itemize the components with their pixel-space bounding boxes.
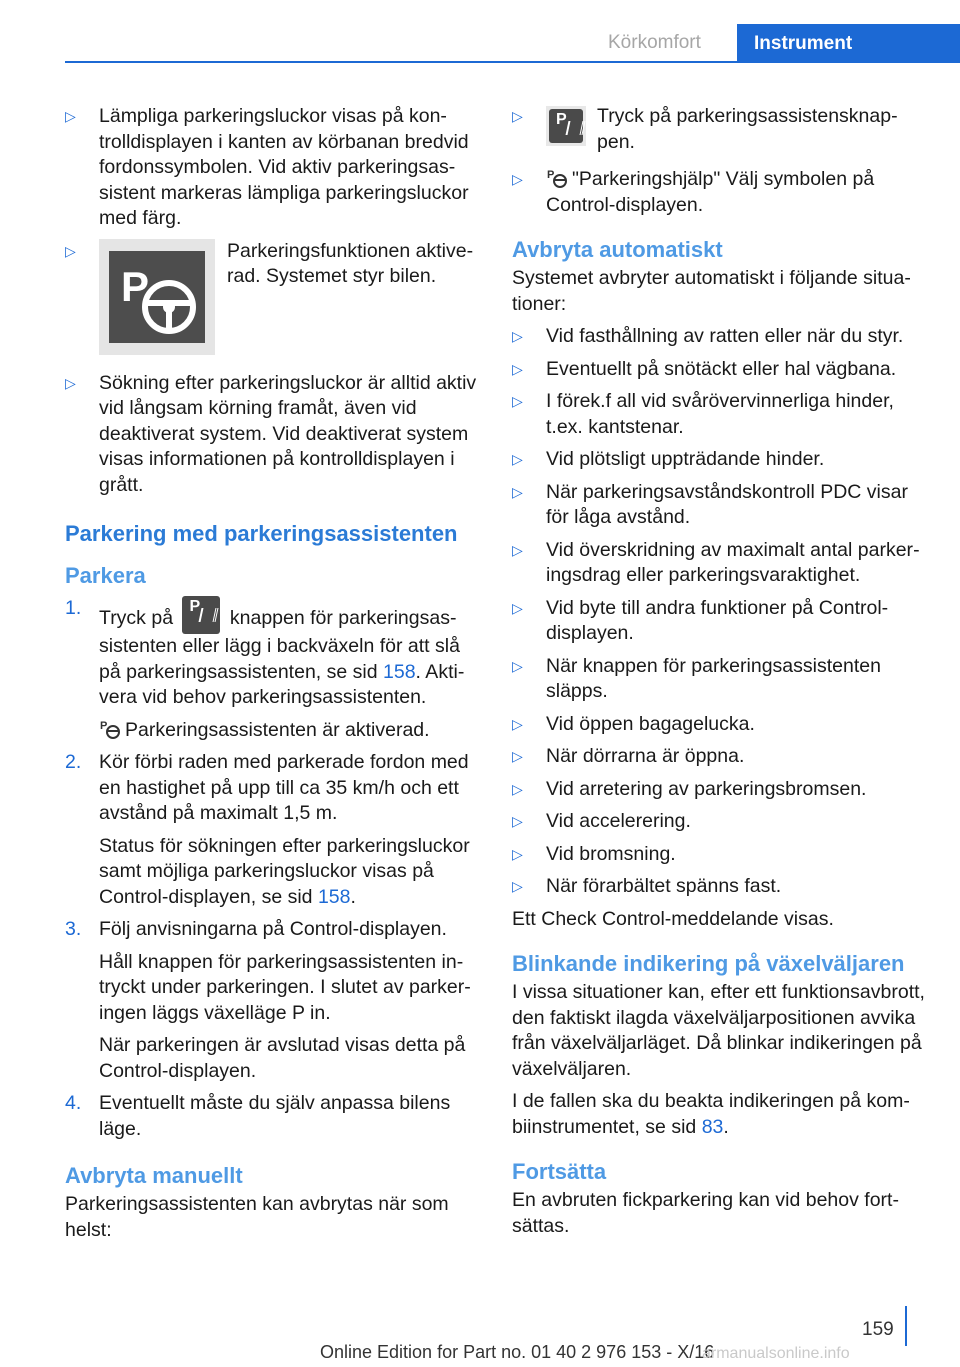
list-item <box>512 538 927 589</box>
right-column <box>512 104 927 1246</box>
step-3 <box>65 917 477 1084</box>
list-item <box>512 596 927 647</box>
bullet-marker: ▷ <box>512 780 523 797</box>
list-item <box>512 447 927 473</box>
footer-rule <box>905 1306 907 1346</box>
step-text: När parkeringen är avslutad visas detta på Control-displayen. <box>99 1034 466 1082</box>
step-1 <box>65 596 477 743</box>
svg-text:P: P <box>547 169 555 181</box>
step-text: Status för sökningen efter parkeringsluckor samt möjliga parkeringsluckor visas på Control-displayen, se sid <box>99 834 470 908</box>
list-item <box>512 744 927 770</box>
list-item-text: I förek.f all vid svårövervinnerliga hinder, t.ex. kantstenar. <box>546 390 894 438</box>
paragraph: Parkeringsassistenten kan avbrytas när som helst: <box>65 1193 449 1241</box>
list-item-text: När dörrarna är öppna. <box>546 745 745 767</box>
list-item-text: Vid accelerering. <box>546 810 691 832</box>
step-text: knappen för parkeringsassistenten eller lägg i backväxeln för att slå på parkeringsassistenten, se sid <box>99 607 460 683</box>
step-number: 4. <box>65 1092 82 1114</box>
bullet-marker: ▷ <box>65 108 76 124</box>
bullet-marker: ▷ <box>512 108 523 124</box>
page-number: 159 <box>862 1319 894 1340</box>
list-item-text: Parkeringsfunktionen aktiverad. Systemet styr bilen. <box>227 239 474 287</box>
list-item-text: Vid arretering av parkeringsbromsen. <box>546 777 867 800</box>
subsection-heading: Fortsätta <box>512 1159 607 1184</box>
bullet-marker: ▷ <box>65 374 76 391</box>
subsection-heading: Avbryta manuellt <box>65 1163 243 1188</box>
list-item-text: Sökning efter parkeringsluckor är alltid aktiv vid långsam körning framåt, även vid deaktiverat system. Vid deaktiverat system visas informationen på kontrolldisplayen i grått. <box>99 371 477 496</box>
list-item-text: Vid plötsligt uppträdande hinder. <box>546 448 825 470</box>
bullet-marker: ▷ <box>512 171 523 187</box>
step-number: 1. <box>65 597 82 619</box>
page-link[interactable]: 83 <box>701 1115 724 1138</box>
svg-text:P: P <box>121 262 150 310</box>
list-item <box>512 167 927 218</box>
paragraph: . <box>723 1115 729 1138</box>
list-item <box>512 480 927 531</box>
list-item <box>512 712 927 738</box>
bullet-marker: ▷ <box>512 878 523 894</box>
bullet-marker: ▷ <box>512 328 523 344</box>
page-link[interactable]: 158 <box>383 660 416 683</box>
list-item <box>512 874 927 900</box>
list-item-text: Vid överskridning av maximalt antal parkeringsdrag eller parkeringsvaraktighet. <box>546 538 920 586</box>
step-text: . Aktivera vid behov parkeringsassistenten. <box>99 660 465 708</box>
list-item <box>65 239 477 357</box>
list-item-text: Vid öppen bagagelucka. <box>546 712 755 735</box>
page-link[interactable]: 158 <box>317 885 351 908</box>
paragraph: I de fallen ska du beakta indikeringen på kombiinstrumentet, se sid <box>512 1090 910 1138</box>
list-item-text: När förarbältet spänns fast. <box>546 875 782 897</box>
header-section-label: Körkomfort <box>608 32 701 53</box>
list-item-text: Vid bromsning. <box>546 842 676 865</box>
list-item-text: Eventuellt på snötäckt eller hal vägbana. <box>546 357 897 380</box>
step-text: Kör förbi raden med parkerade fordon med en hastighet på upp till ca 35 km/h och ett avstånd på maximalt 1,5 m. <box>99 751 469 824</box>
parking-assist-small-icon <box>99 718 121 740</box>
svg-text:P: P <box>100 719 108 732</box>
list-item <box>512 324 927 350</box>
paragraph: En avbruten fickparkering kan vid behov fortsättas. <box>512 1189 899 1237</box>
list-item <box>512 104 927 160</box>
list-item-text: Vid fasthållning av ratten eller när du styr. <box>546 325 904 347</box>
bullet-marker: ▷ <box>512 748 523 764</box>
bullet-marker: ▷ <box>512 360 523 377</box>
list-item <box>512 389 927 440</box>
step-text: Följ anvisningarna på Control-displayen. <box>99 918 447 940</box>
watermark: armanualsonline.info <box>702 1345 850 1362</box>
left-column <box>65 104 477 1250</box>
bullet-marker: ▷ <box>512 845 523 862</box>
list-item-text: "Parkeringshjälp" Välj symbolen på Control-displayen. <box>546 168 875 216</box>
bullet-marker: ▷ <box>65 242 76 259</box>
step-text: Parkeringsassistenten är aktiverad. <box>125 718 430 741</box>
list-item-text: När parkeringsavståndskontroll PDC visar för låga avstånd. <box>546 480 908 528</box>
subsection-heading: Blinkande indikering på växelväljaren <box>512 951 905 976</box>
header-rule <box>65 61 960 63</box>
parking-steering-wheel-icon <box>99 239 215 355</box>
bullet-marker: ▷ <box>512 813 523 829</box>
list-item <box>512 842 927 868</box>
step-text: Håll knappen för parkeringsassistenten intryckt under parkeringen. I slutet av parkeringen läggs växelläge P in. <box>99 950 471 1024</box>
page-header <box>0 0 960 62</box>
step-text: . <box>350 885 356 908</box>
step-text: Eventuellt måste du själv anpassa bilens läge. <box>99 1092 451 1140</box>
list-item-text: Lämpliga parkeringsluckor visas på kontrolldisplayen i kanten av körbanan bredvid fordonssymbolen. Vid aktiv parkeringsassistent markeras lämpliga parkeringsluckor med färg. <box>99 105 469 229</box>
step-2 <box>65 750 477 910</box>
paragraph: Systemet avbryter automatiskt i följande situationer: <box>512 267 911 315</box>
list-item-text: Tryck på parkeringsassistensknappen. <box>597 105 898 153</box>
step-text: Tryck på <box>99 607 174 629</box>
list-item <box>65 104 477 232</box>
section-heading: Parkering med parkeringsassistenten <box>65 521 458 546</box>
bullet-marker: ▷ <box>512 393 523 409</box>
auto-cancel-list <box>512 324 927 900</box>
parking-assist-button-icon <box>549 109 583 143</box>
list-item-text: Vid byte till andra funktioner på Control-displayen. <box>546 596 889 644</box>
header-chapter-label: Instrument <box>754 33 853 54</box>
step-4 <box>65 1091 477 1142</box>
subsection-heading: Parkera <box>65 563 146 588</box>
list-item-text: När knappen för parkeringsassistenten släpps. <box>546 654 881 702</box>
bullet-marker: ▷ <box>512 599 523 616</box>
paragraph: Ett Check Control-meddelande visas. <box>512 907 834 930</box>
list-item <box>512 777 927 803</box>
paragraph: I vissa situationer kan, efter ett funktionsavbrott, den faktiskt ilagda växelväljarpositionen avvika från växelväljarläget. Då blinkar indikeringen på växelväljaren. <box>512 981 925 1080</box>
bullet-marker: ▷ <box>512 715 523 732</box>
list-item <box>65 371 477 499</box>
bullet-marker: ▷ <box>512 483 523 500</box>
bullet-marker: ▷ <box>512 541 523 558</box>
step-number: 2. <box>65 751 82 773</box>
list-item <box>512 654 927 705</box>
list-item <box>512 357 927 383</box>
parking-assist-small-icon <box>546 167 568 189</box>
list-item <box>512 809 927 835</box>
bullet-marker: ▷ <box>512 657 523 674</box>
footer-edition: Online Edition for Part no. 01 40 2 976 153 - X/16 <box>320 1342 715 1362</box>
bullet-marker: ▷ <box>512 451 523 467</box>
subsection-heading: Avbryta automatiskt <box>512 237 723 262</box>
step-number: 3. <box>65 918 82 940</box>
header-chapter-tab <box>737 24 960 62</box>
parking-assist-button-icon <box>182 596 220 634</box>
